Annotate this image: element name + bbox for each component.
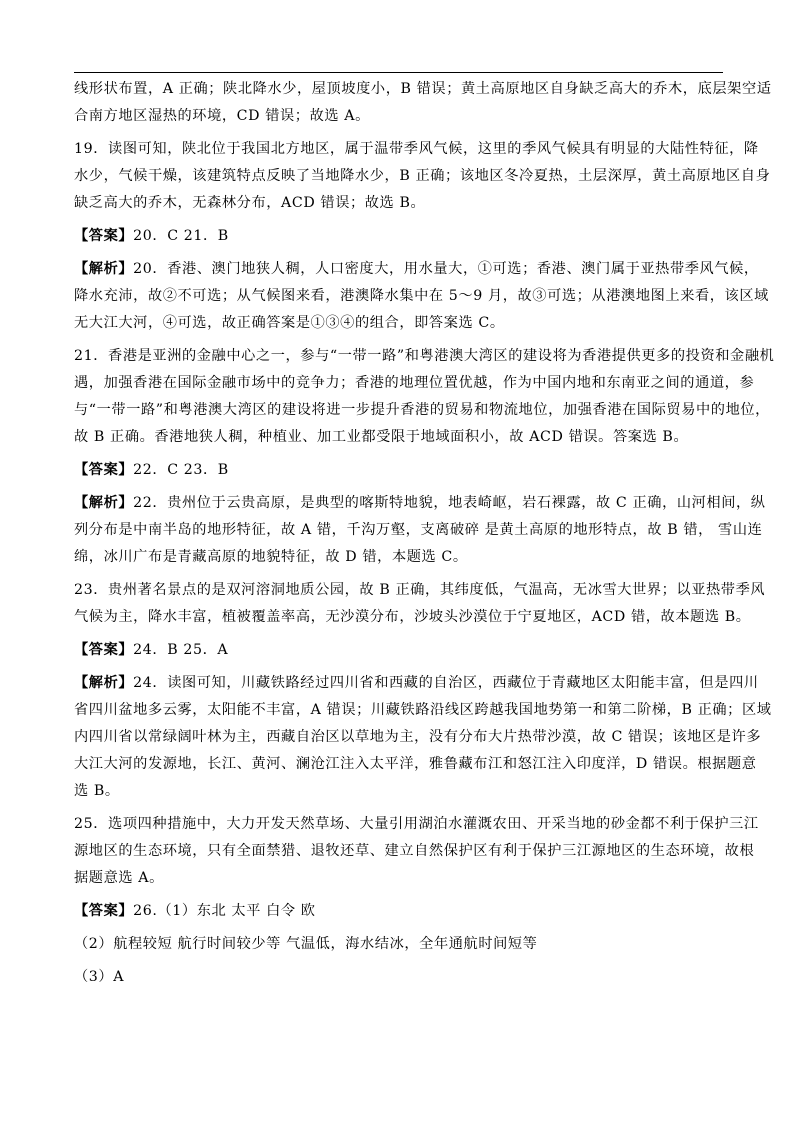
analysis-line [74, 256, 759, 283]
text-line: 线形状布置，A 正确；陕北降水少，屋顶坡度小，B 错误；黄土高原地区自身缺乏高大的乔木，底层架空适 [74, 81, 772, 97]
header-rule [74, 72, 723, 73]
text-line: 列分布是中南半岛的地形特征，故 A 错，千沟万壑，支离破碎 是黄土高原的地形特点，故 B 错， 雪山连 [74, 522, 763, 538]
answer-line [74, 898, 726, 925]
text-line: 合南方地区湿热的环境，CD 错误；故选 A。 [74, 108, 370, 124]
text-line: 气候为主，降水丰富，植被覆盖率高，无沙漠分布，沙坡头沙漠位于宁夏地区，ACD 错，故本题选 B。 [74, 609, 751, 625]
analysis-text: 20．香港、澳门地狭人稠，人口密度大，用水量大，①可选；香港、澳门属于亚热带季风气候， [133, 261, 759, 277]
text-line: 源地区的生态环境，只有全面禁猎、退牧还草、建立自然保护区有利于保护三江源地区的生态环境，故根 [74, 843, 755, 859]
text-line: 19．读图可知，陕北位于我国北方地区，属于温带季风气候，这里的季风气候具有明显的大陆性特征，降 [74, 141, 759, 157]
answer-subline: （3）A [74, 969, 125, 985]
text-line: 23．贵州著名景点的是双河溶洞地质公园，故 B 正确，其纬度低，气温高，无冰雪大世界；以亚热带季风 [74, 582, 766, 598]
answer-text: 22．C 23．B [133, 462, 229, 478]
text-line: 缺乏高大的乔木，无森林分布，ACD 错误；故选 B。 [74, 195, 426, 211]
answer-text: 24．B 25．A [133, 642, 229, 658]
text-line: 据题意选 A。 [74, 870, 164, 886]
text-line: 21．香港是亚洲的金融中心之一，参与“一带一路”和粤港澳大湾区的建设将为香港提供更多的投资和金融机 [74, 348, 775, 364]
answer-line [74, 637, 726, 664]
text-line: 选 B。 [74, 783, 120, 799]
answer-line [74, 457, 726, 484]
text-line: 降水充沛，故②不可选；从气候图来看，港澳降水集中在 5～9 月，故③可选；从港澳地图上来看，该区域 [74, 288, 769, 304]
text-line: 故 B 正确。香港地狭人稠，种植业、加工业都受限于地域面积小，故 ACD 错误。答案选 B。 [74, 429, 689, 445]
text-line: 与“一带一路”和粤港澳大湾区的建设将进一步提升香港的贸易和物流地位，加强香港在国际贸易中的地位， [74, 402, 770, 418]
answer-label: 【答案】 [74, 903, 134, 919]
text-line: 大江大河的发源地，长江、黄河、澜沧江注入太平洋，雅鲁藏布江和怒江注入印度洋，D 错误。根据题意 [74, 756, 757, 772]
analysis-label: 【解析】 [74, 675, 134, 691]
answer-line [74, 223, 726, 250]
document-body [74, 76, 775, 991]
text-line: 25．选项四种措施中，大力开发天然草场、大量引用湖泊水灌溉农田、开采当地的砂金都不利于保护三江 [74, 816, 759, 832]
answer-label: 【答案】 [74, 228, 134, 244]
answer-subline: （2）航程较短 航行时间较少等 气温低，海水结冰，全年通航时间短等 [74, 936, 538, 952]
text-line: 省四川盆地多云雾，太阳能不丰富，A 错误；川藏铁路沿线区跨越我国地势第一和第二阶梯，B 正确；区域 [74, 702, 772, 718]
analysis-line [74, 670, 759, 697]
analysis-label: 【解析】 [74, 261, 134, 277]
analysis-text: 24．读图可知，川藏铁路经过四川省和西藏的自治区，西藏位于青藏地区太阳能丰富，但是四川 [133, 675, 759, 691]
text-line: 内四川省以常绿阔叶林为主，西藏自治区以草地为主，没有分布大片热带沙漠，故 C 错误；该地区是许多 [74, 729, 762, 745]
answer-label: 【答案】 [74, 462, 134, 478]
text-line: 遇，加强香港在国际金融市场中的竞争力；香港的地理位置优越，作为中国内地和东南亚之间的通道，参 [74, 375, 755, 391]
text-line: 无大江大河，④可选，故正确答案是①③④的组合，即答案选 C。 [74, 315, 505, 331]
analysis-label: 【解析】 [74, 495, 134, 511]
answer-text: 20．C 21．B [133, 228, 229, 244]
analysis-line [74, 490, 766, 517]
answer-label: 【答案】 [74, 642, 134, 658]
analysis-text: 22．贵州位于云贵高原，是典型的喀斯特地貌，地表崎岖，岩石裸露，故 C 正确，山河相间，纵 [133, 495, 766, 511]
answer-text: 26.（1）东北 太平 白令 欧 [133, 903, 316, 919]
text-line: 水少，气候干燥，该建筑特点反映了当地降水少，B 正确；该地区冬冷夏热，土层深厚，黄土高原地区自身 [74, 168, 771, 184]
text-line: 绵，冰川广布是青藏高原的地貌特征，故 D 错，本题选 C。 [74, 549, 468, 565]
